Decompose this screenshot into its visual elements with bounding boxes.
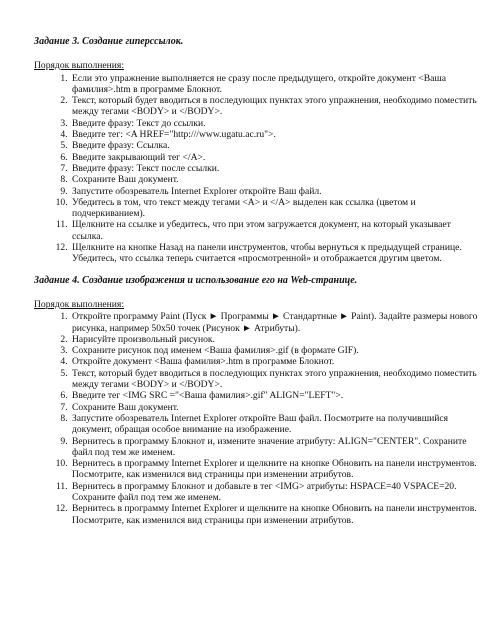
task4-step: 6. Введите тег <IMG SRC ="<Ваша фамилия>.gif" ALIGN="LEFT">. bbox=[70, 390, 480, 401]
task3-step: 11. Щелкните на ссылке и убедитесь, что при этом загружается документ, на который указывает ссылка. bbox=[70, 219, 480, 242]
task3-order-label: Порядок выполнения: bbox=[34, 60, 124, 72]
task3-step: 5. Введите фразу: Ссылка. bbox=[70, 140, 480, 151]
task4-step: 3. Сохраните рисунок под именем <Ваша фамилия>.gif (в формате GIF). bbox=[70, 345, 480, 356]
task4-step: 11. Вернитесь в программу Блокнот и добавьте в тег <IMG> атрибуты: HSPACE=40 VSPACE=20. Сохраните файл под тем же именем. bbox=[70, 481, 480, 504]
task4-step: 7. Сохраните Ваш документ. bbox=[70, 402, 480, 413]
task3-step: 2. Текст, который будет вводиться в последующих пунктах этого упражнения, необходимо поместить между тегами <BODY> и </BODY>. bbox=[70, 95, 480, 118]
task3-step: 4. Введите тег: <A HREF="http:///www.ugatu.ac.ru">. bbox=[70, 129, 480, 140]
task4-step: 10. Вернитесь в программу Internet Explorer и щелкните на кнопке Обновить на панели инструментов. Посмотрите, как изменился вид страницы при изменении атрибутов. bbox=[70, 458, 480, 481]
task3-step: 8. Сохраните Ваш документ. bbox=[70, 174, 480, 185]
task3-step: 7. Введите фразу: Текст после ссылки. bbox=[70, 163, 480, 174]
task3-step: 12. Щелкните на кнопке Назад на панели инструментов, чтобы вернуться к предыдущей странице. Убедитесь, что ссылка теперь считается «просмотренной» и отображается другим цветом. bbox=[70, 242, 480, 265]
task4-step: 1. Откройте программу Paint (Пуск ► Программы ► Стандартные ► Paint). Задайте размеры нового рисунка, например 50x50 точек (Рисунок ► Атрибуты). bbox=[70, 311, 480, 334]
task4-section bbox=[34, 275, 480, 526]
task4-step: 8. Запустите обозреватель Internet Explorer откройте Ваш файл. Посмотрите на получившийся документ, обращая особое внимание на изображение. bbox=[70, 413, 480, 436]
task3-step: 3. Введите фразу: Текст до ссылки. bbox=[70, 118, 480, 129]
task4-steps bbox=[34, 311, 480, 526]
task4-step: 9. Вернитесь в программу Блокнот и, измените значение атрибуту: ALIGN="CENTER". Сохраните файл под тем же именем. bbox=[70, 436, 480, 459]
task4-step: 5. Текст, который будет вводиться в последующих пунктах этого упражнения, необходимо поместить между тегами <BODY> и </BODY>. bbox=[70, 368, 480, 391]
task3-title: Задание 3. Создание гиперссылок. bbox=[34, 36, 184, 47]
task4-title: Задание 4. Создание изображения и использование его на Web-странице. bbox=[34, 274, 358, 286]
task4-order-label: Порядок выполнения: bbox=[34, 298, 124, 310]
task3-section bbox=[34, 36, 480, 265]
task3-steps bbox=[34, 73, 480, 265]
task4-step: 4. Откройте документ <Ваша фамилия>.htm в программе Блокнот. bbox=[70, 356, 480, 367]
task3-step: 1. Если это упражнение выполняется не сразу после предыдущего, откройте документ <Ваша фамилия>.htm в программе Блокнот. bbox=[70, 73, 480, 96]
task3-step: 9. Запустите обозреватель Internet Explorer откройте Ваш файл. bbox=[70, 186, 480, 197]
task4-step: 12. Вернитесь в программу Internet Explorer и щелкните на кнопке Обновить на панели инструментов. Посмотрите, как изменился вид страницы при изменении атрибутов. bbox=[70, 503, 480, 526]
task3-step: 6. Введите закрывающий тег </A>. bbox=[70, 152, 480, 163]
task3-step: 10. Убедитесь в том, что текст между тегами <A> и </A> выделен как ссылка (цветом и подчеркиванием). bbox=[70, 197, 480, 220]
task4-step: 2. Нарисуйте произвольный рисунок. bbox=[70, 334, 480, 345]
